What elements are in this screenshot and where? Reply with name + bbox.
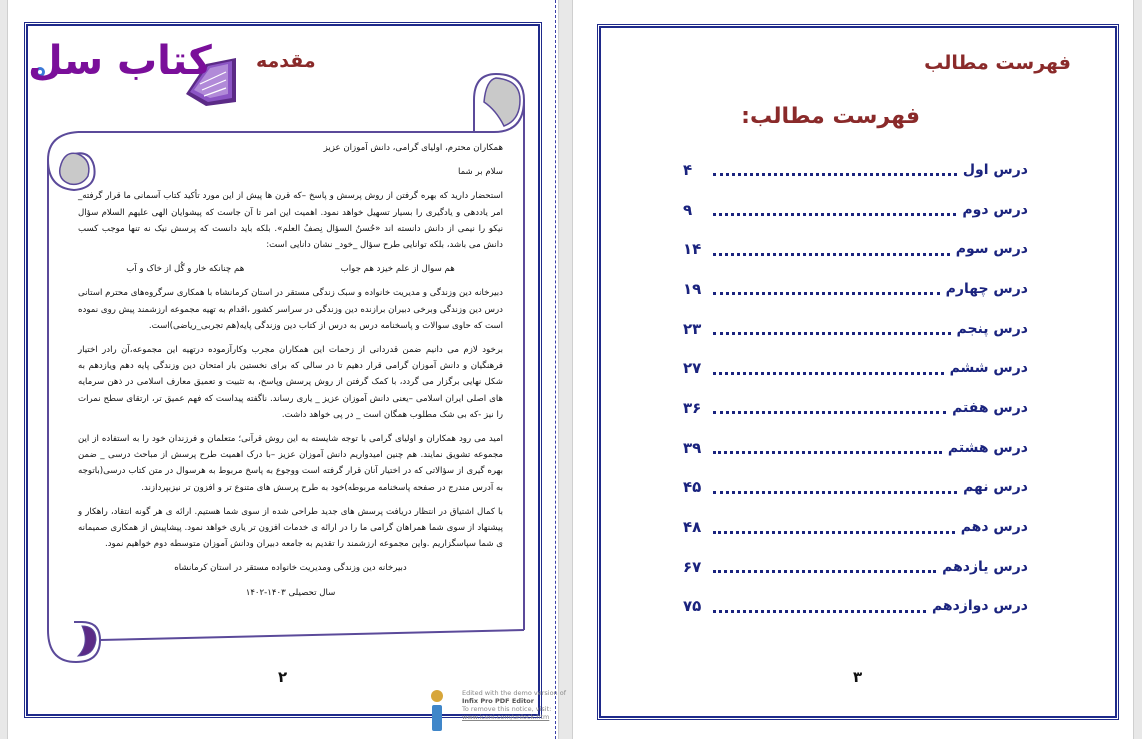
toc-entry[interactable] bbox=[683, 229, 1028, 269]
left-page bbox=[8, 0, 558, 739]
toc-label: درس یازدهم bbox=[942, 558, 1028, 575]
toc-page: ۳۹ bbox=[683, 438, 702, 457]
toc-label: درس هفتم bbox=[952, 399, 1028, 416]
salutation: سلام بر شما bbox=[457, 167, 503, 178]
watermark-link[interactable]: www.iceni.com/unlock.htm bbox=[462, 713, 550, 721]
page-number: ۳ bbox=[853, 668, 863, 686]
toc-page: ۲۳ bbox=[683, 319, 702, 338]
watermark-line: To remove this notice, visit: bbox=[462, 705, 552, 713]
toc-leader bbox=[713, 560, 936, 573]
toc-leader bbox=[713, 521, 955, 534]
toc-entry[interactable] bbox=[683, 428, 1028, 468]
toc-entry[interactable] bbox=[683, 348, 1028, 388]
toc-leader bbox=[713, 163, 957, 176]
watermark-line: Infix Pro PDF Editor bbox=[462, 697, 534, 705]
toc-entry[interactable] bbox=[683, 388, 1028, 428]
toc-page: ۲۷ bbox=[683, 359, 702, 378]
paragraph: دبیرخانه دین وزندگی و مدیریت خانواده و سبک زندگی مستقر در استان کرمانشاه با همکاری سرگروه‌های محترم استانی درس دین وزندگی وبرخی دبیران برازنده دین وزندگی در سراسر کشور ،اقدام به تهیه مجموعه ارزشمند پیش روی نموده است که حاوی سوالات و پاسخنامه درس به درس از کتاب دین وزندگی پایه(هم تجربی_ریاضی)است. bbox=[78, 288, 503, 331]
toc-label: درس دوم bbox=[962, 201, 1028, 218]
right-page bbox=[573, 0, 1133, 739]
toc-label: درس دهم bbox=[960, 519, 1028, 536]
toc-leader bbox=[713, 322, 951, 335]
toc-page: ۶۷ bbox=[683, 557, 702, 576]
toc-label: درس هشتم bbox=[947, 439, 1028, 456]
toc-page: ۹ bbox=[683, 200, 693, 219]
toc-entry[interactable] bbox=[683, 587, 1028, 627]
verse bbox=[78, 261, 503, 277]
toc-label: درس ششم bbox=[949, 360, 1028, 377]
greeting: همکاران محترم، اولیای گرامی، دانش آموزان عزیز bbox=[323, 143, 503, 153]
toc-label: درس دوازدهم bbox=[931, 598, 1028, 615]
verse-right: هم سوال از علم خیزد هم جواب bbox=[340, 264, 455, 275]
toc-page: ۴۵ bbox=[683, 478, 702, 497]
intro-text bbox=[78, 140, 503, 609]
toc-entry[interactable] bbox=[683, 150, 1028, 190]
paragraph: برخود لازم می دانیم ضمن قدردانی از زحمات این همکاران مجرب وکارآزموده درتهیه این مجموعه،آن رادر اختیار فرهنگیان و دانش آموزان گرامی قرار دهیم تا در سالی که برای نخستین بار امتحان دین وزندگی پایه دهم ویازدهم به شکل نهایی برگزار می گردد، با کمک گرفتن از روش پرسش وپاسخ، به تثبیت و تعمیق معارف اسلامی در ذهن سرمایه های اصلی ایران اسلامی –یعنی دانش آموزان عزیز _ یاری رساند. ناگفته پیداست که فهم عمیق تر، ارتقای سطح نمرات را نیز -که بی شک مطلوب همگان است _ در پی خواهد داشت. bbox=[78, 345, 503, 420]
verse-left: هم چنانکه خار و گُل از خاک و آب bbox=[126, 264, 245, 275]
toc-leader bbox=[713, 243, 950, 256]
logo-text: کتاب سل bbox=[28, 38, 212, 84]
page-divider bbox=[555, 0, 556, 739]
toc-leader bbox=[713, 203, 956, 216]
toc-title: فهرست مطالب: bbox=[741, 104, 920, 129]
toc-label: درس چهارم bbox=[945, 280, 1028, 297]
toc-leader bbox=[713, 481, 957, 494]
toc-leader bbox=[713, 401, 946, 414]
toc-entry[interactable] bbox=[683, 468, 1028, 508]
infix-logo-icon bbox=[426, 688, 448, 732]
paragraph: استحضار دارید که بهره گرفتن از روش پرسش و پاسخ –که قرن ها پیش از این مورد تأکید کتاب آسمانی ما قرار گرفته_ امر یاددهی و یادگیری را بسیار تسهیل خواهد نمود. اهمیت این امر تا آن جاست که پیشوایان الهی علیهم السلام سؤال نیکو را نیمی از دانش دانسته اند «حُسنُ السؤال نِصفُ العلم». بلکه باید دانست که پرسش نیک نه تنها موجب کسب دانش می باشد، بلکه توانایی طرح سؤال _خود_ نشان دانایی است: bbox=[78, 191, 503, 251]
watermark-line: Edited with the demo version of bbox=[462, 689, 567, 697]
toc-leader bbox=[713, 282, 940, 295]
toc-leader bbox=[713, 600, 926, 613]
toc-entry[interactable] bbox=[683, 190, 1028, 230]
page-number: ۲ bbox=[278, 668, 288, 686]
year: سال تحصیلی ۱۴۰۳-۱۴۰۲ bbox=[245, 587, 336, 598]
toc-leader bbox=[713, 362, 944, 375]
toc-entry[interactable] bbox=[683, 269, 1028, 309]
toc-page: ۳۶ bbox=[683, 398, 702, 417]
toc-entry[interactable] bbox=[683, 507, 1028, 547]
toc-entry[interactable] bbox=[683, 309, 1028, 349]
toc-label: درس اول bbox=[962, 161, 1028, 178]
toc-label: درس سوم bbox=[955, 241, 1028, 258]
toc-label: درس نهم bbox=[963, 479, 1028, 496]
toc-entry[interactable] bbox=[683, 547, 1028, 587]
toc-label: درس پنجم bbox=[956, 320, 1028, 337]
toc-page: ۷۵ bbox=[683, 597, 702, 616]
toc-page: ۴ bbox=[683, 160, 693, 179]
table-of-contents bbox=[683, 150, 1028, 626]
toc-page: ۱۴ bbox=[683, 240, 702, 259]
page-header: فهرست مطالب bbox=[924, 52, 1071, 74]
page-header: مقدمه bbox=[256, 50, 316, 72]
editor-watermark bbox=[424, 686, 574, 736]
toc-leader bbox=[713, 441, 942, 454]
paragraph: امید می رود همکاران و اولیای گرامی با توجه شایسته به این روش قرآنی؛ متعلمان و فرزندان خود را به استفاده از این مجموعه تشویق نمایند. هم چنین امیدواریم دانش آموزان عزیز –با درک اهمیت طرح پرسش از مباحث درسی _ ضمن بهره گیری از سؤالاتی که در اختیار آنان قرار گرفته است ووجوع به پاسخ مربوط به هرسوال در متن کتاب درسی(باتوجه به آدرس مندرج در صفحه پاسخنامه مربوطه)خود به طرح پرسش های متنوع تر و افزون تر نیزبپردازند. bbox=[78, 434, 503, 493]
toc-page: ۴۸ bbox=[683, 518, 702, 537]
toc-page: ۱۹ bbox=[683, 279, 702, 298]
paragraph: با کمال اشتیاق در انتظار دریافت پرسش های جدید طراحی شده از سوی شما هستیم. ارائه ی هر گونه انتقاد، راهکار و پیشنهاد از سوی شما همراهان گرامی ما را در ارائه ی خدمات افزون تر یاری خواهد نمود. پیشاپیش از همکاری صمیمانه ی شما سپاسگزاریم .واین مجموعه ارزشمند را تقدیم به جامعه دبیران ودانش آموزان متوسطه دوم خواهیم نمود. bbox=[78, 506, 503, 550]
signature: دبیرخانه دین وزندگی ومدیریت خانواده مستقر در استان کرمانشاه bbox=[174, 563, 407, 574]
